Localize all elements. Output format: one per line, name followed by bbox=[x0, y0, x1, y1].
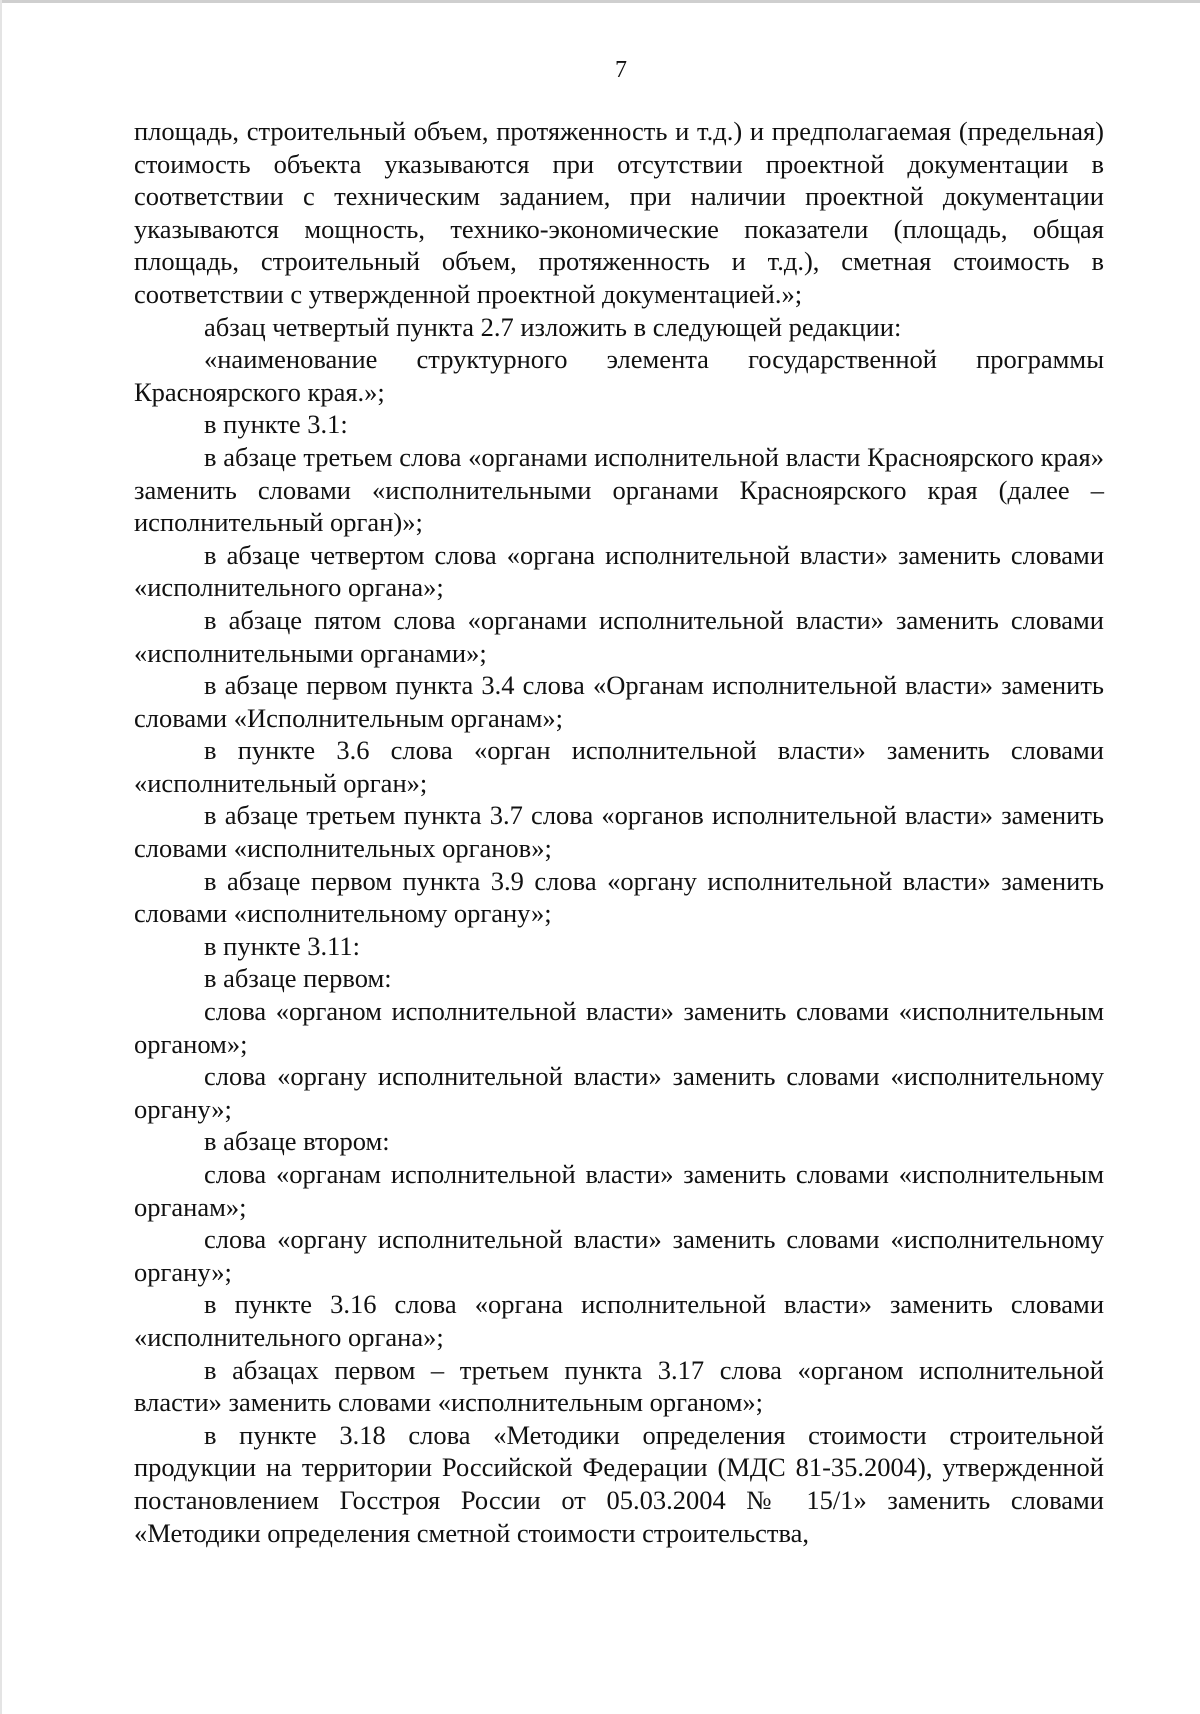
paragraph-amendment: в пункте 3.1: bbox=[204, 409, 348, 440]
paragraph-amendment: в пункте 3.18 слова «Методики определения стоимости строительной продукции на территории Российской Федерации (МДС 81-35.2004), утвержденной постановлением Госстроя России от 05.03.2004 № 15/1» заменить словами «Методики определения сметной стоимости строительства, bbox=[134, 1419, 1104, 1548]
paragraph-amendment: в пункте 3.16 слова «органа исполнительной власти» заменить словами «исполнительного органа»; bbox=[134, 1289, 1104, 1352]
paragraph-amendment: в пункте 3.11: bbox=[204, 930, 360, 961]
paragraph-amendment: «наименование структурного элемента государственной программы Красноярского края.»; bbox=[134, 344, 1104, 407]
paragraph-amendment: в абзаце первом пункта 3.9 слова «органу исполнительной власти» заменить словами «исполнительному органу»; bbox=[134, 865, 1104, 929]
paragraph-amendment: в абзаце четвертом слова «органа исполнительной власти» заменить словами «исполнительного органа»; bbox=[134, 539, 1104, 603]
paragraph-amendment: в пункте 3.6 слова «орган исполнительной власти» заменить словами «исполнительный орган»; bbox=[134, 735, 1104, 798]
paragraph-amendment: слова «органам исполнительной власти» заменить словами «исполнительным органам»; bbox=[134, 1159, 1104, 1222]
scan-left-edge bbox=[0, 0, 2, 1714]
paragraph-amendment: в абзаце втором: bbox=[204, 1126, 390, 1157]
paragraph-amendment: в абзаце третьем слова «органами исполнительной власти Красноярского края» заменить словами «исполнительными органами Красноярского края (далее – исполнительный орган)»; bbox=[134, 441, 1104, 538]
paragraph-continuation: площадь, строительный объем, протяженность и т.д.) и предполагаемая (предельная) стоимость объекта указываются при отсутствии проектной документации в соответствии с техническим заданием, при наличии проектной документации указываются мощность, технико-экономические показатели (площадь, общая площадь, строительный объем, протяженность и т.д.), сметная стоимость в соответствии с утвержденной проектной документацией.»; bbox=[134, 116, 1104, 309]
paragraph-amendment: абзац четвертый пункта 2.7 изложить в следующей редакции: bbox=[204, 311, 902, 342]
paragraph-amendment: слова «органом исполнительной власти» заменить словами «исполнительным органом»; bbox=[134, 996, 1104, 1059]
paragraph-amendment: в абзаце первом: bbox=[204, 963, 392, 994]
page-number: 7 bbox=[615, 57, 627, 83]
paragraph-amendment: слова «органу исполнительной власти» заменить словами «исполнительному органу»; bbox=[134, 1224, 1104, 1287]
document-body bbox=[134, 115, 1104, 1549]
paragraph-amendment: в абзаце пятом слова «органами исполнительной власти» заменить словами «исполнительными органами»; bbox=[134, 604, 1104, 668]
paragraph-amendment: слова «органу исполнительной власти» заменить словами «исполнительному органу»; bbox=[134, 1061, 1104, 1124]
paragraph-amendment: в абзацах первом – третьем пункта 3.17 слова «органом исполнительной власти» заменить словами «исполнительным органом»; bbox=[134, 1354, 1104, 1418]
scan-top-edge bbox=[0, 0, 1200, 3]
paragraph-amendment: в абзаце первом пункта 3.4 слова «Органам исполнительной власти» заменить словами «Исполнительным органам»; bbox=[134, 670, 1104, 733]
paragraph-amendment: в абзаце третьем пункта 3.7 слова «органов исполнительной власти» заменить словами «исполнительных органов»; bbox=[134, 800, 1104, 864]
